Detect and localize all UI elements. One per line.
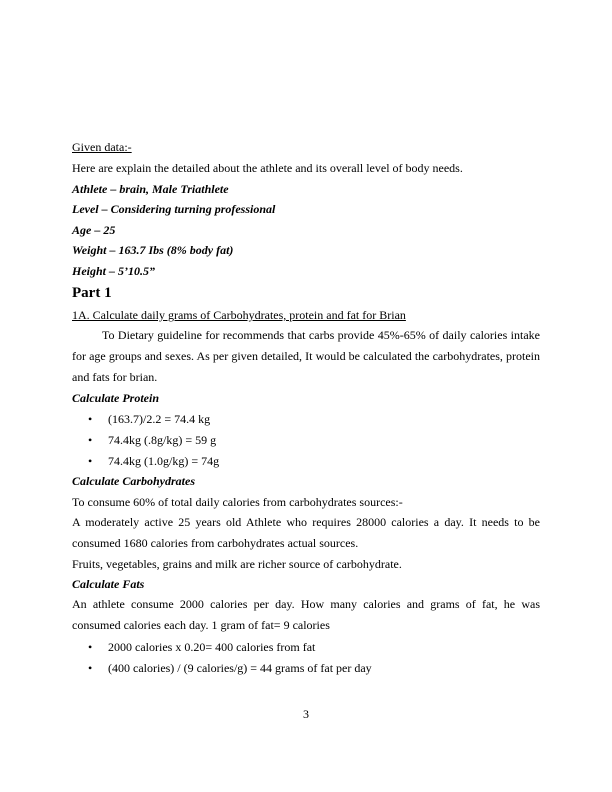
fact-weight: Weight – 163.7 Ibs (8% body fat)	[72, 243, 234, 257]
protein-bullet	[88, 412, 210, 426]
page-number: 3	[303, 707, 309, 721]
bullet-symbol: •	[88, 433, 93, 447]
fat-paragraph: An athlete consume 2000 calories per day. How many calories and grams of fat, he was consumed calories each day. 1 gram of fat= 9 calories	[72, 597, 540, 632]
carb-line-1: To consume 60% of total daily calories from carbohydrates sources:-	[72, 495, 403, 509]
fact-age: Age – 25	[72, 223, 116, 237]
guideline-paragraph: To Dietary guideline for recommends that carbs provide 45%-65% of daily calories intake for age groups and sexes. As per given detailed, It would be calculated the carbohydrates, protein and fats for brian.	[72, 328, 540, 384]
fact-height: Height – 5’10.5”	[72, 264, 155, 278]
fact-level: Level – Considering turning professional	[72, 202, 276, 216]
given-data-heading: Given data:-	[72, 140, 132, 154]
bullet-symbol: •	[88, 640, 93, 654]
fat-bullet-text: (400 calories) / (9 calories/g) = 44 grams of fat per day	[108, 661, 372, 675]
fat-bullet-text: 2000 calories x 0.20= 400 calories from fat	[108, 640, 316, 654]
protein-bullet-text: (163.7)/2.2 = 74.4 kg	[108, 412, 211, 426]
fat-bullet	[88, 661, 372, 675]
protein-bullet	[88, 433, 216, 447]
intro-text: Here are explain the detailed about the athlete and its overall level of body needs.	[72, 161, 463, 175]
carb-line-2: Fruits, vegetables, grains and milk are richer source of carbohydrate.	[72, 557, 402, 571]
question-1a: 1A. Calculate daily grams of Carbohydrates, protein and fat for Brian	[72, 308, 406, 322]
bullet-symbol: •	[88, 454, 93, 468]
carb-paragraph: A moderately active 25 years old Athlete who requires 28000 calories a day. It needs to be consumed 1680 calories from carbohydrates actual sources.	[72, 515, 540, 550]
protein-heading: Calculate Protein	[72, 391, 159, 405]
protein-bullet-text: 74.4kg (.8g/kg) = 59 g	[108, 433, 217, 447]
part-title: Part 1	[72, 285, 112, 301]
bullet-symbol: •	[88, 412, 93, 426]
carb-heading: Calculate Carbohydrates	[72, 474, 196, 488]
bullet-symbol: •	[88, 661, 93, 675]
protein-bullet-text: 74.4kg (1.0g/kg) = 74g	[108, 454, 220, 468]
fat-bullet	[88, 640, 315, 654]
fact-athlete: Athlete – brain, Male Triathlete	[72, 182, 229, 196]
protein-bullet	[88, 454, 219, 468]
fat-heading: Calculate Fats	[72, 577, 145, 591]
